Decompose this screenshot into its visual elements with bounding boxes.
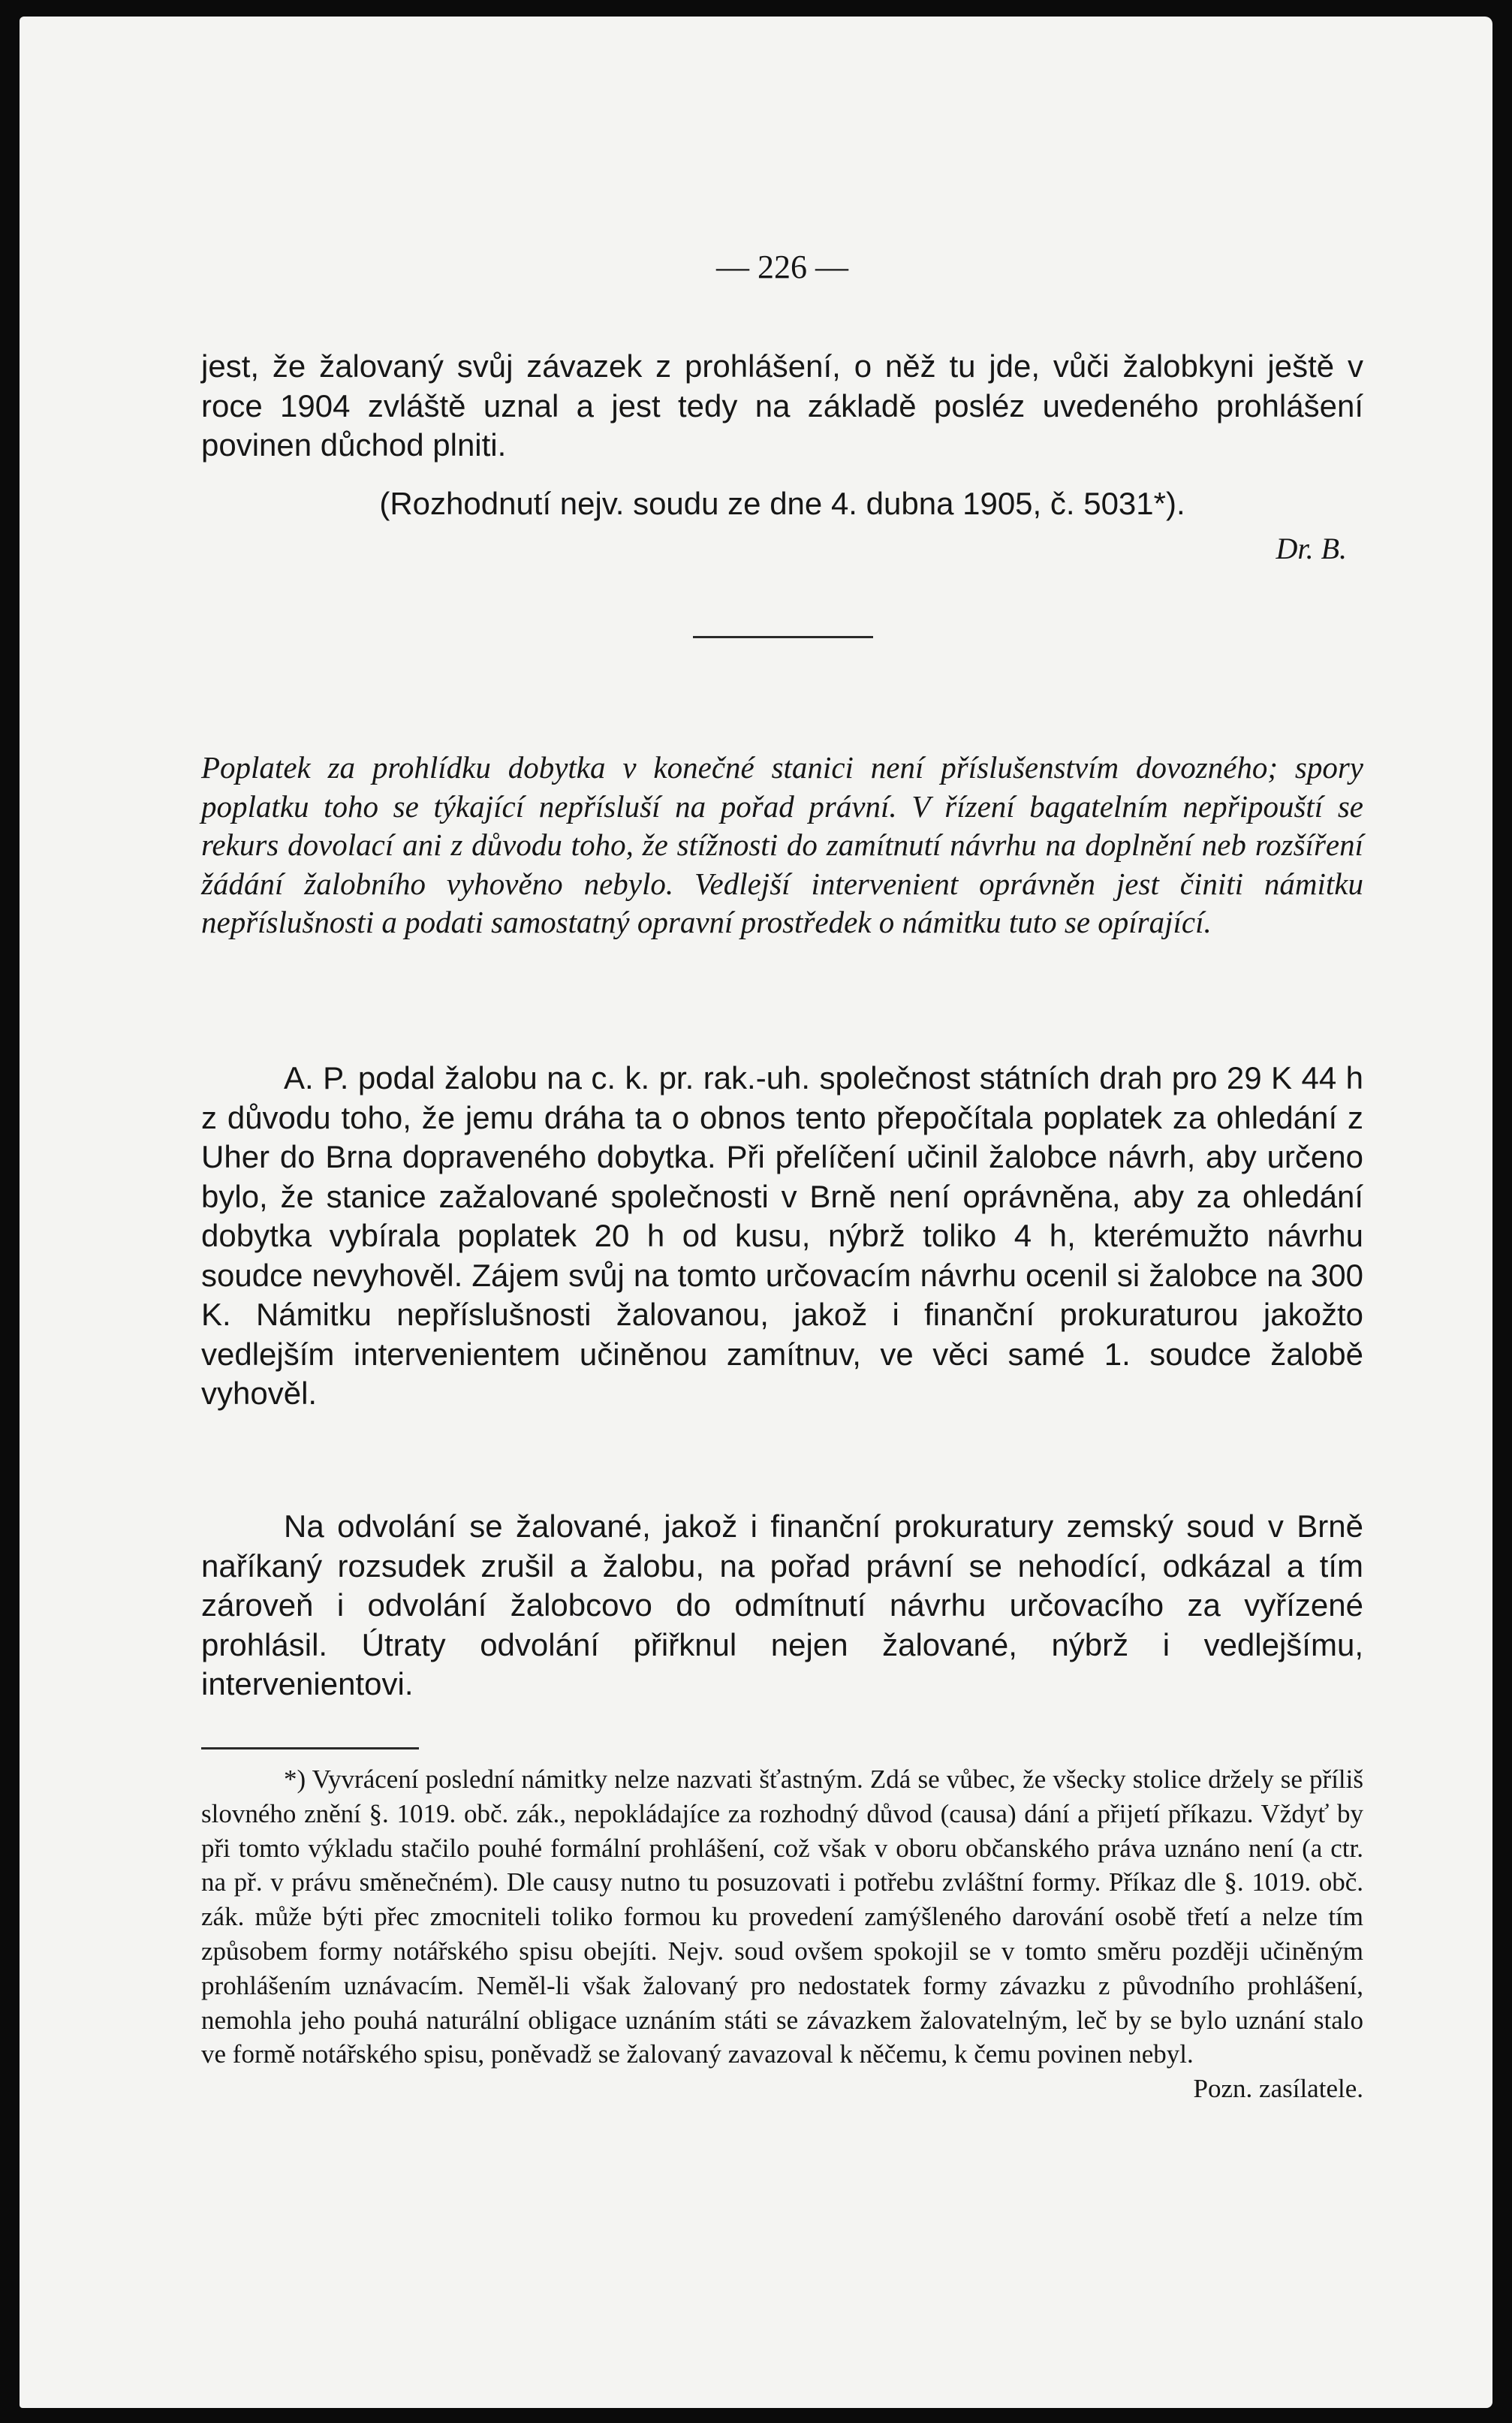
footnote (201, 1762, 1363, 2106)
case-headnote: Poplatek za prohlídku dobytka v konečné stanici není příslušenstvím dovozného; spory poplatku toho se týkající nepřísluší na pořad právní. V řízení bagatelním nepřipouští se rekurs dovolací ani z důvodu toho, že stížnosti do zamítnutí návrhu na doplnění neb rozšíření žádání žalobního vyhověno nebylo. Vedlejší intervenient oprávněn jest činiti námitku nepříslušnosti a podati samostatný opravní prostředek o námitku tuto se opírající. (201, 750, 1363, 939)
paragraph-intro: jest, že žalovaný svůj závazek z prohlášení, o něž tu jde, vůči žalobkyni ještě v roce 1904 zvláště uznal a jest tedy na základě posléz uvedeného prohlášení povinen důchod plniti. (201, 348, 1363, 463)
author-signature: Dr. B. (1276, 532, 1347, 565)
footnote-signature: Pozn. zasílatele. (1193, 2074, 1363, 2104)
paragraph-appeal: Na odvolání se žalované, jakož i finanční prokuratury zemský soud v Brně naříkaný rozsudek zrušil a žalobu, na pořad právní se nehodící, odkázal a tím zároveň i odvolání žalobcovo do odmítnutí návrhu určovacího za vyřízené prohlásil. Útraty odvolání přiřknul nejen žalované, nýbrž i vedlejšímu, intervenientovi. (201, 1508, 1363, 1701)
court-citation: (Rozhodnutí nejv. soudu ze dne 4. dubna 1905, č. 5031*). (379, 486, 1185, 521)
footnote-text: *) Vyvrácení poslední námitky nelze nazvati šťastným. Zdá se vůbec, že všecky stolice držely se příliš slovného znění §. 1019. obč. zák., nepokládajíce za rozhodný důvod (causa) dání a přijetí příkazu. Vždyť by při tomto výkladu stačilo pouhé formální prohlášení, což však v oboru občanského práva uznáno není (a ctr. na př. v právu směnečném). Dle causy nutno tu posuzovati i potřebu zvláštní formy. Příkaz dle §. 1019. obč. zák. může býti přec zmocniteli toliko formou ku provedení zamýšleného darování osobě třetí a nelze tím způsobem formy notářského spisu obejíti. Nejv. soud ovšem spokojil se v tomto směru později učiněným prohlášením uznávacím. Neměl-li však žalovaný pro nedostatek formy závazku z původního prohlášení, nemohla jeho pouhá naturální obligace uznáním státi se závazkem žalovatelným, leč by se bylo uznání stalo ve formě notářského spisu, poněvadž se žalovaný zavazoval k něčemu, k čemu povinen nebyl. (201, 1765, 1363, 2069)
paragraph-facts: A. P. podal žalobu na c. k. pr. rak.-uh. společnost státních drah pro 29 K 44 h z důvodu toho, že jemu dráha ta o obnos tento přepočítala poplatek za ohledání z Uher do Brna dopraveného dobytka. Při přelíčení učinil žalobce návrh, aby určeno bylo, že stanice zažalované společnosti v Brně není oprávněna, aby za ohledání dobytka vybírala poplatek 20 h od kusu, nýbrž toliko 4 h, kterémužto návrhu soudce nevyhověl. Zájem svůj na tomto určovacím návrhu ocenil si žalobce na 300 K. Námitku nepříslušnosti žalovanou, jakož i finanční prokuraturou jakožto vedlejším intervenientem učiněnou zamítnuv, ve věci samé 1. soudce žalobě vyhověl. (201, 1060, 1363, 1411)
page-number: — 226 — (716, 249, 848, 285)
scanned-page (20, 17, 1492, 2408)
footnote-divider (201, 1747, 419, 1749)
section-divider (693, 636, 873, 638)
